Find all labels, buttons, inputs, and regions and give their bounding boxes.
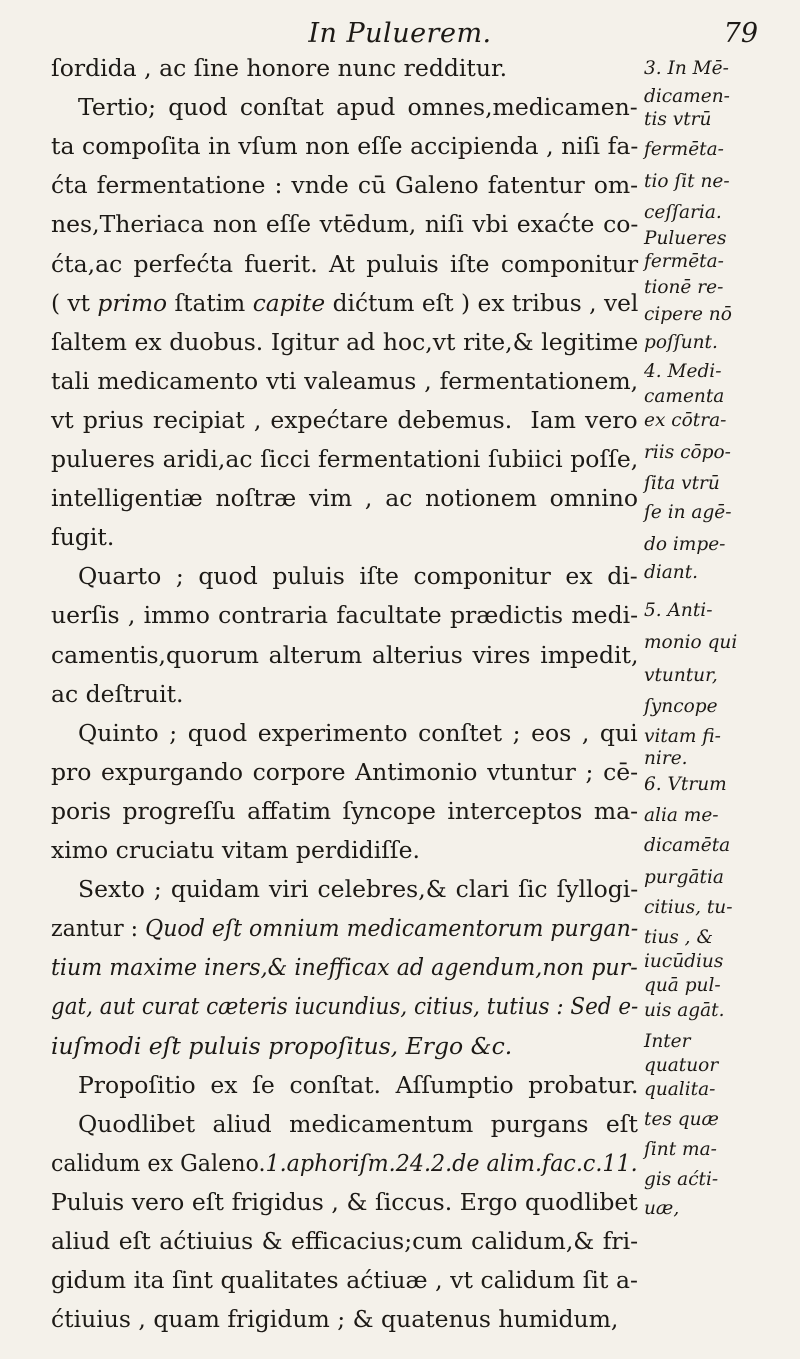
margin-note-line: uis agāt. [644, 999, 725, 1021]
text-line [51, 834, 420, 866]
text-line [78, 873, 638, 905]
margin-note-line: do impe- [644, 533, 726, 555]
margin-note-line: poſſunt. [644, 331, 718, 353]
margin-note-line: ſint ma- [644, 1138, 717, 1160]
text-line [51, 365, 638, 397]
margin-note-line: camenta [644, 385, 725, 407]
text-span: ximo cruciatu vitam perdidiſſe. [51, 836, 421, 864]
italic-span: capite [252, 288, 326, 317]
text-line [51, 482, 638, 514]
italic-span: 1.aphoriſm.24.2.de alim.fac.c.11. [265, 1148, 638, 1177]
text-line [51, 1264, 638, 1296]
margin-note-line: tionē re- [644, 276, 724, 298]
text-span: vt prius recipiat , expećtare debemus. Iam vero [51, 405, 638, 434]
margin-note-line: Pulueres [644, 227, 727, 249]
running-title: In Puluerem. [308, 18, 492, 49]
margin-note-line: quatuor [644, 1054, 719, 1076]
text-span: ſaltem ex duobus. Igitur ad hoc,vt rite,& legitime [51, 327, 639, 356]
margin-note-line: 6. Vtrum [644, 773, 727, 795]
margin-note-line: ceſſaria. [644, 201, 722, 223]
margin-note-line: dicamēta [644, 834, 731, 856]
page-number: 79 [723, 18, 758, 49]
text-line [51, 599, 638, 631]
text-span: ćta,ac perfećta fuerit. At puluis iſte componitur [51, 249, 639, 278]
text-span: uerſis , immo contraria facultate prædictis medi- [51, 601, 639, 630]
italic-span: tium maxime iners,& inefficax ad agendum,non pur- [51, 953, 638, 982]
text-line [51, 326, 638, 358]
text-line [51, 248, 638, 280]
margin-note-line: fermēta- [644, 138, 724, 160]
text-line [51, 795, 638, 827]
margin-note-line: ex cōtra- [644, 409, 727, 431]
text-span: aliud eſt aćtiuius & efficacius;cum calidum,& fri- [51, 1227, 639, 1255]
margin-note-line: ſita vtrū [644, 472, 720, 494]
text-span: Puluis vero eſt frigidus , & ſiccus. Ergo quodlibet [51, 1187, 638, 1216]
text-span: Quodlibet aliud medicamentum purgans eſt [78, 1109, 638, 1138]
text-span: zantur : [51, 914, 146, 943]
text-line [51, 130, 638, 162]
italic-span: iuſmodi eſt puluis propoſitus, Ergo &c. [51, 1031, 513, 1060]
text-line [51, 1030, 512, 1062]
text-span: poris progreſſu affatim ſyncope interceptos ma- [51, 796, 639, 825]
text-span: fugit. [51, 523, 115, 552]
margin-note-line: diant. [644, 561, 699, 583]
text-line [51, 443, 638, 475]
margin-note-line: cipere nō [644, 303, 732, 325]
text-line [78, 1069, 638, 1101]
text-span: ta compoſita in vſum non eſſe accipienda , niſi fa- [51, 132, 639, 161]
text-line [51, 1147, 638, 1179]
text-line [51, 287, 638, 319]
text-span: intelligentiæ noſtræ vim , ac notionem omnino [51, 484, 639, 513]
text-span: Quinto ; quod experimento conſtet ; eos , qui [78, 718, 638, 747]
margin-note-line: alia me- [644, 804, 719, 826]
text-line [51, 990, 638, 1022]
margin-note-line: tius , & [644, 926, 713, 948]
margin-note-line: 3. In Mē- [644, 57, 729, 79]
text-line [51, 1225, 638, 1257]
margin-note-line: dicamen- [644, 85, 730, 107]
text-line [78, 560, 638, 592]
text-line [51, 951, 638, 983]
margin-note-line: ſe in agē- [644, 501, 732, 523]
margin-note-line: quā pul- [644, 974, 721, 996]
text-line [51, 404, 638, 436]
margin-note-line: vtuntur, [644, 664, 718, 686]
margin-note-line: monio qui [644, 631, 738, 653]
text-span: ćtiuius , quam frigidum ; & quatenus humidum, [51, 1305, 619, 1334]
text-span: Quarto ; quod puluis iſte componitur ex di- [78, 562, 638, 591]
text-line [51, 756, 638, 788]
text-line [51, 678, 184, 710]
text-span: Sexto ; quidam viri celebres,& clari ſic ſyllogi- [78, 875, 639, 904]
text-line [51, 639, 638, 671]
text-line [78, 91, 638, 123]
italic-span: gat, aut curat cæteris iucundius, citius, tutius : Sed e- [51, 992, 639, 1021]
margin-note-line: iucūdius [644, 950, 724, 972]
italic-span: primo [97, 288, 168, 317]
text-span: ( vt [51, 288, 98, 317]
margin-note-line: tes quæ [644, 1108, 719, 1130]
text-span: pro expurgando corpore Antimonio vtuntur ; cē- [51, 757, 639, 786]
text-line [51, 169, 638, 201]
margin-note-line: nire. [644, 747, 688, 769]
text-line [78, 717, 638, 749]
text-line [51, 1303, 618, 1335]
text-span: ſtatim [167, 288, 253, 317]
margin-note-line: ſyncope [644, 695, 718, 717]
margin-note-line: purgātia [644, 866, 724, 888]
margin-note-line: citius, tu- [644, 896, 733, 918]
text-span: calidum ex Galeno. [51, 1148, 266, 1177]
text-line [51, 912, 638, 944]
text-line [51, 52, 507, 84]
text-line [51, 521, 114, 553]
text-span: camentis,quorum alterum alterius vires impedit, [51, 640, 639, 669]
margin-note-line: tis vtrū [644, 108, 712, 130]
text-span: nes,Theriaca non eſſe vtēdum, niſi vbi exaćte co- [51, 210, 639, 239]
text-line [51, 1186, 638, 1218]
text-span: ac deſtruit. [51, 679, 184, 708]
margin-note-line: riis cōpo- [644, 441, 731, 463]
italic-span: Quod eſt omnium medicamentorum purgan- [145, 914, 639, 943]
margin-note-line: qualita- [644, 1078, 716, 1100]
margin-note-line: vitam fi- [644, 725, 721, 747]
margin-note-line: gis aćti- [644, 1168, 719, 1190]
text-span: Tertio; quod conſtat apud omnes,medicamen- [78, 93, 638, 122]
margin-note-line: tio ſit ne- [644, 170, 730, 192]
margin-note-line: 5. Anti- [644, 599, 713, 621]
text-span: ćta fermentatione : vnde cū Galeno fatentur om- [51, 171, 639, 200]
text-line [78, 1108, 638, 1140]
text-span: pulueres aridi,ac ſicci fermentationi ſubiici poſſe, [51, 445, 639, 473]
text-span: tali medicamento vti valeamus , fermentationem, [51, 366, 639, 395]
text-line [51, 208, 638, 240]
margin-note-line: fermēta- [644, 250, 724, 272]
margin-note-line: Inter [644, 1030, 691, 1052]
text-span: dićtum eſt ) ex tribus , vel [325, 288, 639, 317]
text-span: ſordida , ac ſine honore nunc redditur. [51, 54, 508, 82]
margin-note-line: 4. Medi- [644, 360, 722, 382]
margin-note-line: uæ, [644, 1197, 680, 1219]
text-span: Propoſitio ex ſe conſtat. Aſſumptio probatur. [78, 1070, 639, 1099]
text-span: gidum ita ſint qualitates aćtiuæ , vt calidum ſit a- [51, 1266, 638, 1295]
